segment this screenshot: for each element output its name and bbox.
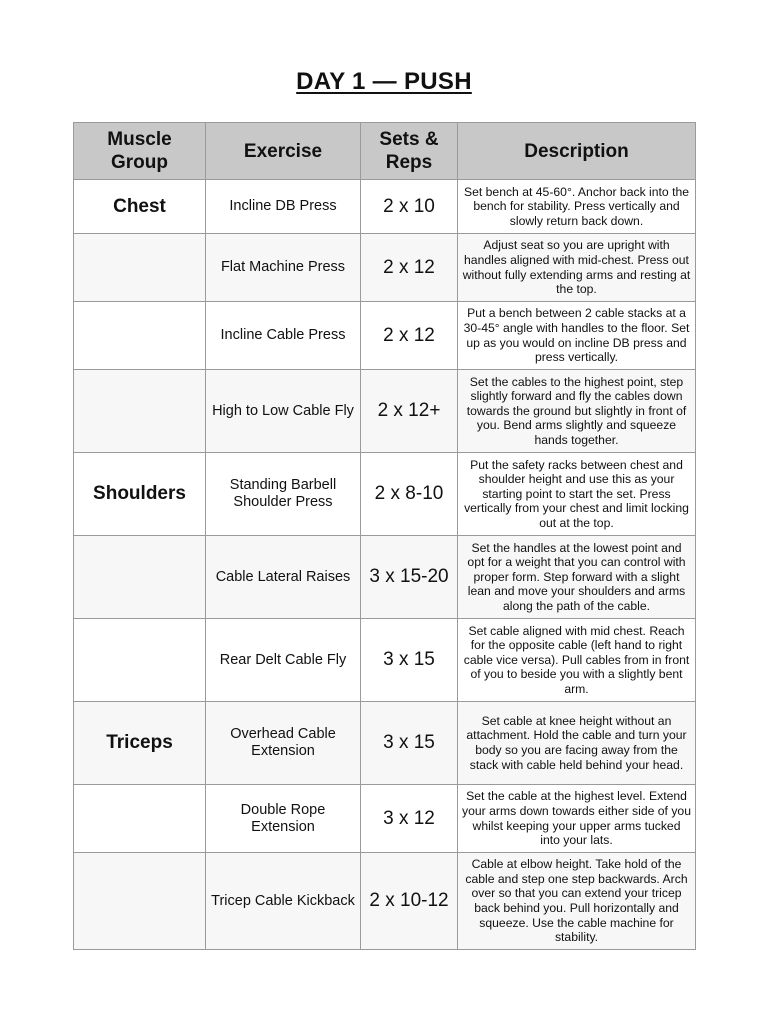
exercise-cell: Incline Cable Press	[206, 302, 361, 370]
table-row	[74, 853, 696, 950]
exercise-cell: Flat Machine Press	[206, 234, 361, 302]
header-muscle-group: Muscle Group	[74, 123, 206, 180]
header-description: Description	[458, 123, 696, 180]
description-cell: Set cable at knee height without an attachment. Hold the cable and turn your body so you are facing away from the stack with cable held behind your head.	[458, 702, 696, 785]
page-title: DAY 1 — PUSH	[296, 68, 472, 95]
table-row	[74, 370, 696, 453]
table-row	[74, 702, 696, 785]
muscle-group-cell	[74, 785, 206, 853]
sets-reps-cell: 2 x 10	[361, 180, 458, 234]
exercise-cell: High to Low Cable Fly	[206, 370, 361, 453]
muscle-group-cell	[74, 302, 206, 370]
exercise-cell: Rear Delt Cable Fly	[206, 619, 361, 702]
description-cell: Set the handles at the lowest point and opt for a weight that you can control with proper form. Step forward with a slight lean and move your shoulders and arms along the path of the cable.	[458, 536, 696, 619]
exercise-cell: Standing Barbell Shoulder Press	[206, 453, 361, 536]
muscle-group-cell	[74, 536, 206, 619]
table-row	[74, 453, 696, 536]
table-row	[74, 619, 696, 702]
description-cell: Set the cables to the highest point, step slightly forward and fly the cables down towards the ground but slightly in front of you. Bend arms slightly and squeeze hands together.	[458, 370, 696, 453]
description-cell: Put a bench between 2 cable stacks at a 30-45° angle with handles to the floor. Set up as you would on incline DB press and press vertically.	[458, 302, 696, 370]
description-cell: Adjust seat so you are upright with handles aligned with mid-chest. Press out without fully extending arms and resting at the top.	[458, 234, 696, 302]
table-row	[74, 785, 696, 853]
description-cell: Set bench at 45-60°. Anchor back into the bench for stability. Press vertically and slowly return back down.	[458, 180, 696, 234]
muscle-group-cell: Triceps	[74, 702, 206, 785]
exercise-cell: Overhead Cable Extension	[206, 702, 361, 785]
exercise-cell: Tricep Cable Kickback	[206, 853, 361, 950]
exercise-cell: Cable Lateral Raises	[206, 536, 361, 619]
sets-reps-cell: 2 x 12	[361, 234, 458, 302]
exercise-cell: Incline DB Press	[206, 180, 361, 234]
table-row	[74, 180, 696, 234]
description-cell: Set the cable at the highest level. Extend your arms down towards either side of you whilst keeping your upper arms tucked into your lats.	[458, 785, 696, 853]
sets-reps-cell: 2 x 10-12	[361, 853, 458, 950]
muscle-group-cell	[74, 619, 206, 702]
sets-reps-cell: 3 x 15	[361, 702, 458, 785]
workout-table	[73, 122, 696, 950]
muscle-group-cell	[74, 370, 206, 453]
description-cell: Set cable aligned with mid chest. Reach for the opposite cable (left hand to right cable vice versa). Pull cables from in front of you to beside you with a slightly bent arm.	[458, 619, 696, 702]
sets-reps-cell: 3 x 15-20	[361, 536, 458, 619]
sets-reps-cell: 3 x 12	[361, 785, 458, 853]
table-row	[74, 302, 696, 370]
table-row	[74, 234, 696, 302]
sets-reps-cell: 3 x 15	[361, 619, 458, 702]
description-cell: Put the safety racks between chest and shoulder height and use this as your starting point to start the set. Press vertically from your chest and limit locking out at the top.	[458, 453, 696, 536]
header-sets-reps: Sets & Reps	[361, 123, 458, 180]
muscle-group-cell	[74, 234, 206, 302]
muscle-group-cell: Chest	[74, 180, 206, 234]
muscle-group-cell	[74, 853, 206, 950]
sets-reps-cell: 2 x 8-10	[361, 453, 458, 536]
description-cell: Cable at elbow height. Take hold of the cable and step one step backwards. Arch over so that you can extend your tricep back behind you. Pull horizontally and squeeze. Use the cable machine for stability.	[458, 853, 696, 950]
exercise-cell: Double Rope Extension	[206, 785, 361, 853]
sets-reps-cell: 2 x 12+	[361, 370, 458, 453]
table-row	[74, 536, 696, 619]
header-exercise: Exercise	[206, 123, 361, 180]
muscle-group-cell: Shoulders	[74, 453, 206, 536]
sets-reps-cell: 2 x 12	[361, 302, 458, 370]
table-header-row	[74, 123, 696, 180]
